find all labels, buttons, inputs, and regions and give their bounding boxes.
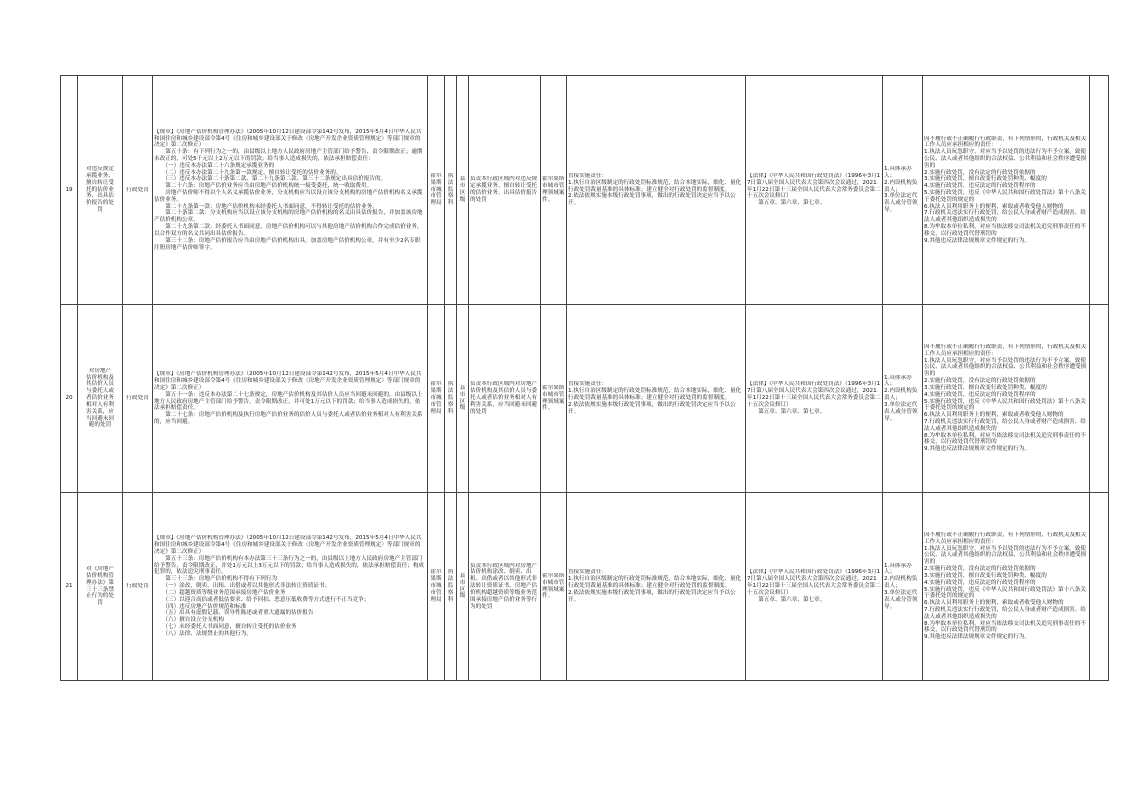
case-scope-cell: 霍尔果斯市城市管理领域案件。 — [541, 493, 567, 681]
implementation-responsibility-cell: 直接实施责任： 1.执行自治区级制定的行政处罚标准规范，结合本地实际，细化、量化行政处罚裁量基准的具体标准；建立健全对行政处罚的监督制度。 2.依法依规实施本级行政处罚事项，做出的行政处罚决定应当予以公开。 — [567, 76, 746, 305]
remark-cell — [1090, 76, 1109, 305]
accountability-cell: 因不履行或不正确履行行政职责，有下列情形的，行政机关及相关工作人员应承担相应的责任： 1.执法人员玩忽职守，对应当予以处罚的违法行为不予立案，致使公民、法人或者其他组织的合法权益、公共利益和社会秩序遭受损害的 2.实施行政处罚，没有法定的行政处罚依据的 3.实施行政处罚，擅自改变行政处罚种类、幅度的 4.实施行政处罚，违反法定的行政处罚程序的 5.实施行政处罚，违反《中华人民共和国行政处罚法》第十八条关于委托处罚的规定的 6.执法人员利用职务上的便利，索取或者收受他人财物的 7.行政机关违法实行行政处罚，给公民人身或者财产造成损害、给法人或者其他组织造成损失的 8.为牟取本单位私利，对应当依法移交司法机关追究刑事责任的不移交，以行政处罚代替刑罚的 9.其他违反法律法规规章文件规定的行为。 — [923, 493, 1090, 681]
administrative-level-cell: 县市区级 — [457, 305, 469, 493]
table-row — [61, 493, 1109, 681]
implementation-responsibility-cell: 直接实施责任： 1.执行自治区级制定的行政处罚标准规范，结合本地实际，细化、量化行政处罚裁量基准的具体标准；建立健全对行政处罚的监督制度。 2.依法依规实施本级行政处罚事项，做出的行政处罚决定应当予以公开。 — [567, 305, 746, 493]
legal-basis-cell: 【规章】《房地产估价机构管理办法》（2005年10月12日建设部令第142号发布，2015年5月4日中华人民共和国住房和城乡建设部令第4号《住房和城乡建设部关于修改〈房地产开发企业资质管理规定〉等部门规章的决定》第二次修正） 第五十一条：违反本办法第二十七条规定，房地产估价机构及其估价人员应当回避未回避的，由县级以上地方人民政府房地产主管部门给予警告，责令限期改正，并可处1万元以下的罚款；给当事人造成损失的，依法承担赔偿责任。 第二十七条：房地产估价机构及执行房地产估价业务的估价人员与委托人或者估价业务相对人有利害关系的，应当回避。 — [153, 305, 428, 493]
item-content-cell: 负责本行政区域内对房地产估价机构及其估价人员与委托人或者估价业务相对人有利害关系，应当回避未回避的处罚 — [469, 305, 541, 493]
item-name-cell: 对违反规定 承揽业务、 擅自转让受 托的估价业 务、出具估 价报告的处 罚 — [78, 76, 123, 305]
enforcement-unit-cell: 执法监察科 — [445, 493, 457, 681]
item-category-cell: 行政处罚 — [123, 305, 153, 493]
law-basis-cell: 【法律】《中华人民共和国行政处罚法》（1996年3月17日第八届全国人民代表大会第四次会议通过，2021年1月22日第十三届全国人民代表大会常务委员会第二十五次会议修订） 第五章、第六章、第七章。 — [746, 305, 883, 493]
case-scope-cell: 霍尔果斯市城市管理领域案件。 — [541, 305, 567, 493]
department-cell: 霍尔果斯市城市管理局 — [428, 493, 445, 681]
item-content-cell: 负责本行政区域内对房地产估价机构涂改、倒卖、出租、出借或者以其他形式非法转让资质证书，房地产估价机构超越资质等级业务范围承接房地产估价业务等行为的处罚 — [469, 493, 541, 681]
responsible-persons-cell: 1.具体承办人； 2.内设机构负责人； 3.单位法定代表人或分管领导。 — [883, 493, 923, 681]
legal-basis-cell: 【规章】《房地产估价机构管理办法》（2005年10月12日建设部令第142号发布，2015年5月4日中华人民共和国住房和城乡建设部令第4号《住房和城乡建设部关于修改〈房地产开发企业资质管理规定〉等部门规章的决定》第二次修正） 第五十条：有下列行为之一的，由县级以上地方人民政府房地产主管部门给予警告，责令限期改正；逾期未改正的，可处5千元以上2万元以下的罚款；给当事人造成损失的，依法承担赔偿责任： （一）违反本办法第二十六条规定承揽业务的 （二）违反本办法第二十九条第一款规定，擅自转让受托的估价业务的。 （三）违反本办法第二十条第二款、第二十九条第二款、第三十二条规定出具估价报告的。 第二十六条：房地产估价业务应当由房地产估价机构统一接受委托，统一收取费用。 房地产估价师不得以个人名义承揽估价业务，分支机构应当以设立该分支机构的房地产估价机构名义承揽估价业务。 第二十九条第一款：房地产估价机构未经委托人书面同意，不得转让受托的估价业务。 第二十条第二款：分支机构应当以设立该分支机构的房地产估价机构的名义出具估价报告，并加盖该房地产估价机构公章。 第二十九条第二款：经委托人书面同意，房地产估价机构可以与其他房地产估价机构合作完成估价业务，以合作双方的名义共同出具估价报告。 第三十二条：房地产估价报告应当由房地产估价机构出具，加盖房地产估价机构公章，并有至少2名专职注册房地产估价师签字。 — [153, 76, 428, 305]
row-number-cell: 21 — [61, 493, 78, 681]
enforcement-unit-cell: 执法监察科 — [445, 76, 457, 305]
remark-cell — [1090, 305, 1109, 493]
row-number-cell: 19 — [61, 76, 78, 305]
table-row — [61, 76, 1109, 305]
item-name-cell: 对《房地产 估价机构管 理办法》第 三十三条禁 止行为的处 罚 — [78, 493, 123, 681]
item-name-cell: 对房地产 估价机构及 其估价人员 与委托人或 者估价业务 相对人有利 害关系，应 当回避未回 避的处罚 — [78, 305, 123, 493]
row-number-cell: 20 — [61, 305, 78, 493]
responsible-persons-cell: 1.具体承办人； 2.内设机构负责人； 3.单位法定代表人或分管领导。 — [883, 305, 923, 493]
responsibility-table-sheet — [60, 75, 1087, 681]
remark-cell — [1090, 493, 1109, 681]
responsible-persons-cell: 1.具体承办人； 2.内设机构负责人； 3.单位法定代表人或分管领导。 — [883, 76, 923, 305]
case-scope-cell: 霍尔果斯市城市管理领域案件。 — [541, 76, 567, 305]
implementation-responsibility-cell: 直接实施责任： 1.执行自治区级制定的行政处罚标准规范，结合本地实际，细化、量化行政处罚裁量基准的具体标准；建立健全对行政处罚的监督制度。 2.依法依规实施本级行政处罚事项，做出的行政处罚决定应当予以公开。 — [567, 493, 746, 681]
accountability-cell: 因不履行或不正确履行行政职责，有下列情形的，行政机关及相关工作人员应承担相应的责任： 1.执法人员玩忽职守，对应当予以处罚的违法行为不予立案，致使公民、法人或者其他组织的合法权益、公共利益和社会秩序遭受损害的 2.实施行政处罚，没有法定的行政处罚依据的 3.实施行政处罚，擅自改变行政处罚种类、幅度的 4.实施行政处罚，违反法定的行政处罚程序的 5.实施行政处罚，违反《中华人民共和国行政处罚法》第十八条关于委托处罚的规定的 6.执法人员利用职务上的便利，索取或者收受他人财物的 7.行政机关违法实行行政处罚，给公民人身或者财产造成损害、给法人或者其他组织造成损失的 8.为牟取本单位私利，对应当依法移交司法机关追究刑事责任的不移交，以行政处罚代替刑罚的 9.其他违反法律法规规章文件规定的行为。 — [923, 305, 1090, 493]
department-cell: 霍尔果斯市城市管理局 — [428, 76, 445, 305]
administrative-level-cell: 县市区级 — [457, 493, 469, 681]
accountability-cell: 因不履行或不正确履行行政职责，有下列情形的，行政机关及相关工作人员应承担相应的责任： 1.执法人员玩忽职守，对应当予以处罚的违法行为不予立案，致使公民、法人或者其他组织的合法权益、公共利益和社会秩序遭受损害的 2.实施行政处罚，没有法定的行政处罚依据的 3.实施行政处罚，擅自改变行政处罚种类、幅度的 4.实施行政处罚，违反法定的行政处罚程序的 5.实施行政处罚，违反《中华人民共和国行政处罚法》第十八条关于委托处罚的规定的 6.执法人员利用职务上的便利，索取或者收受他人财物的 7.行政机关违法实行行政处罚，给公民人身或者财产造成损害、给法人或者其他组织造成损失的 8.为牟取本单位私利，对应当依法移交司法机关追究刑事责任的不移交，以行政处罚代替刑罚的 9.其他违反法律法规规章文件规定的行为。 — [923, 76, 1090, 305]
legal-basis-cell: 【规章】《房地产估价机构管理办法》（2005年10月12日建设部令第142号发布，2015年5月4日中华人民共和国住房和城乡建设部令第4号《住房和城乡建设部关于修改〈房地产开发企业资质管理规定〉等部门规章的决定》第二次修正） 第五十三条：房地产估价机构有本办法第三十三条行为之一的，由县级以上地方人民政府房地产主管部门给予警告，责令限期改正，并处1万元以上3万元以下的罚款；给当事人造成损失的，依法承担赔偿责任；构成犯罪的，依法追究刑事责任。 第三十三条：房地产估价机构不得有下列行为 （一）涂改、倒卖、出租、出借或者以其他形式非法转让资质证书； （二）超越资质等级业务范围承接房地产估价业务 （三）以迎合高估或者低估要求、给予回扣、恶意压低收费等方式进行不正当竞争； （四）违反房地产估价规范和标准 （五）出具有虚假记载、误导性陈述或者重大遗漏的估价报告 （六）擅自设立分支机构 （七）未经委托人书面同意，擅自转让受托的估价业务 （八）法律、法规禁止的其他行为。 — [153, 493, 428, 681]
law-basis-cell: 【法律】《中华人民共和国行政处罚法》（1996年3月17日第八届全国人民代表大会第四次会议通过，2021年1月22日第十三届全国人民代表大会常务委员会第二十五次会议修订） 第五章、第六章、第七章。 — [746, 493, 883, 681]
administrative-level-cell: 县市区级 — [457, 76, 469, 305]
item-category-cell: 行政处罚 — [123, 493, 153, 681]
item-category-cell: 行政处罚 — [123, 76, 153, 305]
responsibility-table — [60, 75, 1109, 681]
law-basis-cell: 【法律】《中华人民共和国行政处罚法》（1996年3月17日第八届全国人民代表大会第四次会议通过，2021年1月22日第十三届全国人民代表大会常务委员会第二十五次会议修订） 第五章、第六章、第七章。 — [746, 76, 883, 305]
item-content-cell: 负责本行政区域内对违反规定承揽业务、擅自转让受托的估价业务、出具估价报告的处罚 — [469, 76, 541, 305]
department-cell: 霍尔果斯市城市管理局 — [428, 305, 445, 493]
table-row — [61, 305, 1109, 493]
enforcement-unit-cell: 执法监察科 — [445, 305, 457, 493]
